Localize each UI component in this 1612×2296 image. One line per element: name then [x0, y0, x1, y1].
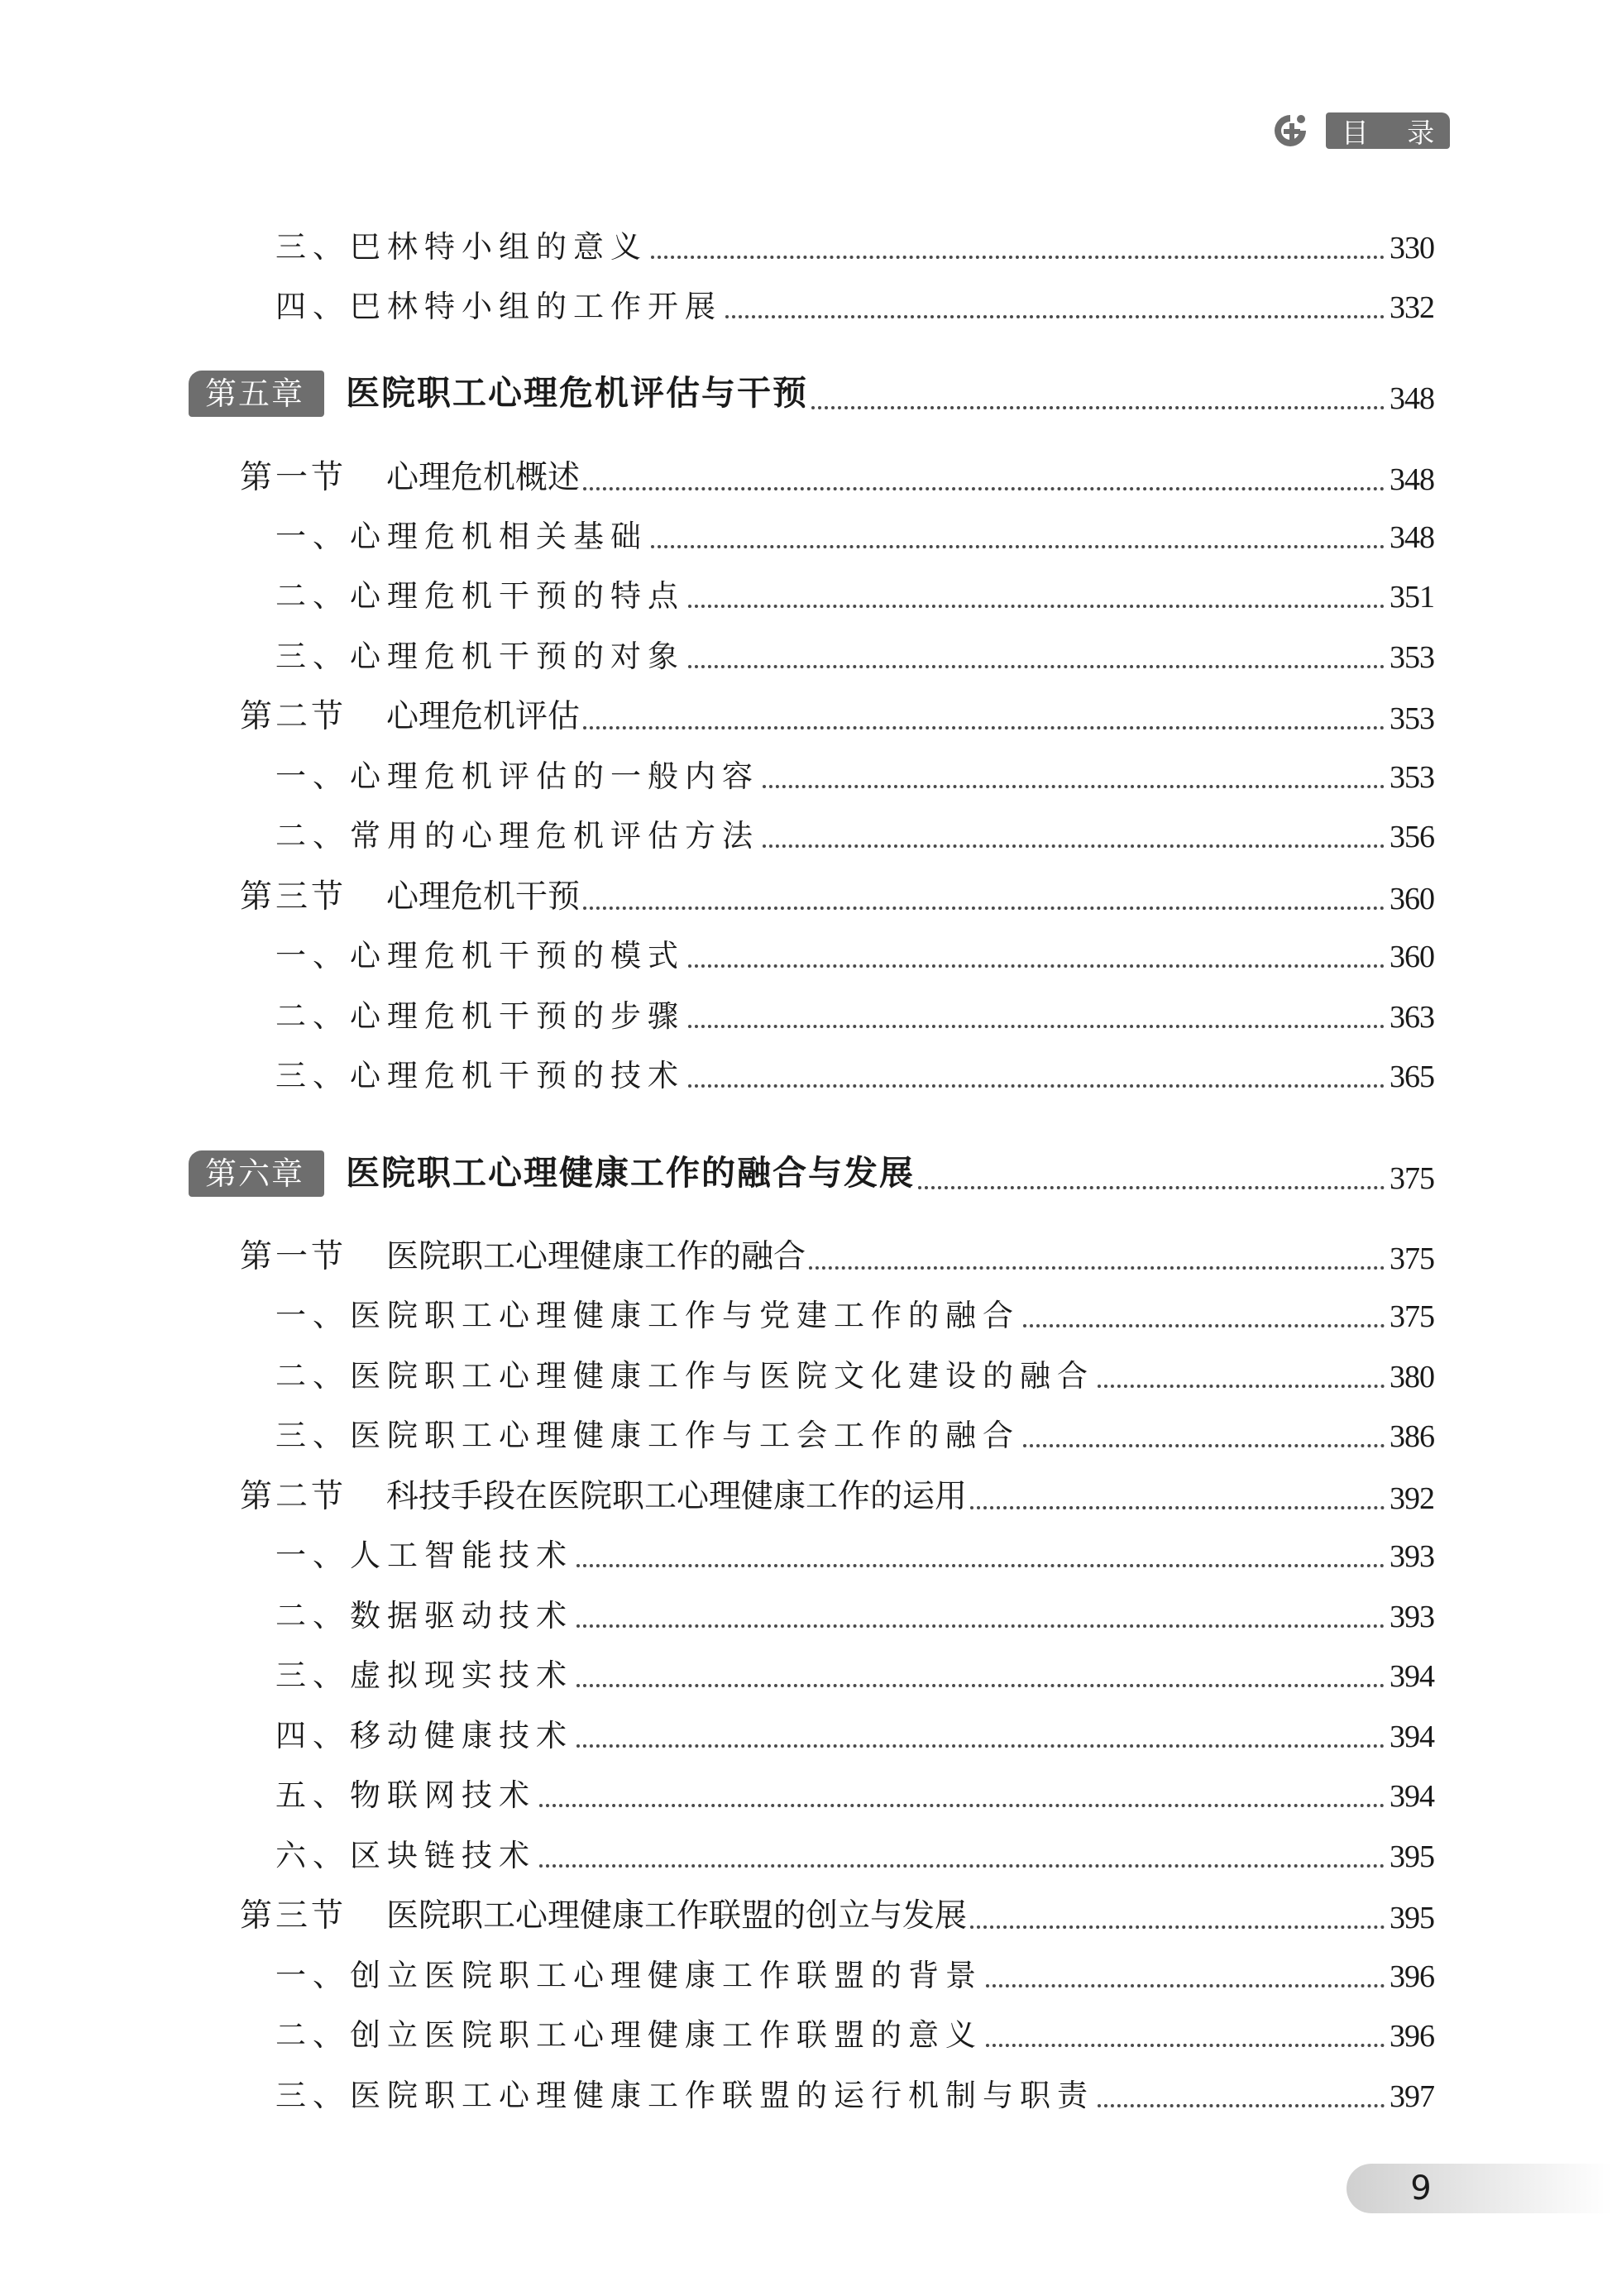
toc-entry-title: 二、数据驱动技术 [275, 1598, 573, 1634]
toc-entry-title: 一、心理危机相关基础 [275, 519, 648, 554]
toc-item-row [275, 1351, 1434, 1395]
toc-chapter-row [189, 1146, 1434, 1197]
section-title: 科技手段在医院职工心理健康工作的运用 [386, 1478, 968, 1515]
dot-leader [576, 1564, 1385, 1567]
toc-item-row [275, 571, 1434, 615]
dot-leader [688, 964, 1385, 968]
section-number: 第二节 [240, 698, 347, 735]
toc-page-number: 393 [1390, 1539, 1434, 1574]
toc-item-row [275, 1710, 1434, 1755]
dot-leader [576, 1744, 1385, 1748]
toc-item-row [275, 1290, 1434, 1335]
dot-leader [583, 487, 1385, 490]
toc-item-row [275, 2010, 1434, 2054]
chapter-number-badge: 第六章 [189, 1150, 324, 1197]
toc-page-number: 363 [1390, 1000, 1434, 1035]
toc-entry-title [240, 1231, 806, 1277]
toc-entry-title [189, 366, 808, 417]
toc-page-number: 365 [1390, 1060, 1434, 1094]
toc-section-row [240, 1231, 1434, 1277]
dot-leader [1023, 1324, 1385, 1327]
toc-item-row [275, 631, 1434, 676]
toc-item-row [275, 811, 1434, 855]
toc-page-number: 353 [1390, 640, 1434, 675]
toc-section-row [240, 871, 1434, 917]
dot-leader [576, 1684, 1385, 1687]
toc-item-row [275, 1410, 1434, 1455]
toc-page-number: 360 [1390, 940, 1434, 974]
medical-cross-icon [1271, 112, 1309, 150]
chapter-title: 医院职工心理危机评估与干预 [346, 373, 809, 413]
toc-page-number: 330 [1390, 231, 1434, 265]
toc-entry-title: 一、医院职工心理健康工作与党建工作的融合 [275, 1298, 1020, 1333]
page-number: 9 [1410, 2169, 1432, 2208]
toc-item-row [275, 1770, 1434, 1815]
dot-leader [986, 2044, 1385, 2047]
toc-item-row [275, 511, 1434, 556]
toc-page-number: 394 [1390, 1720, 1434, 1754]
toc-chapter-row [189, 366, 1434, 417]
toc-page-number: 394 [1390, 1659, 1434, 1694]
section-title: 医院职工心理健康工作联盟的创立与发展 [386, 1897, 968, 1935]
dot-leader [651, 256, 1385, 259]
toc-item-row [275, 991, 1434, 1036]
section-title: 心理危机干预 [386, 878, 581, 916]
toc-item-row [275, 751, 1434, 796]
dot-leader [986, 1984, 1385, 1987]
toc-page-number: 332 [1390, 290, 1434, 325]
toc-entry-title: 三、巴林特小组的意义 [275, 229, 648, 265]
toc-entry-title: 一、心理危机干预的模式 [275, 938, 685, 973]
toc-entry-title: 二、心理危机干预的特点 [275, 578, 685, 614]
dot-leader [583, 726, 1385, 729]
dot-leader [539, 1864, 1385, 1868]
toc-entry-title [240, 691, 580, 737]
toc-page-number: 353 [1390, 701, 1434, 736]
toc-page-number: 348 [1390, 520, 1434, 555]
dot-leader [583, 906, 1385, 910]
dot-leader [763, 785, 1385, 788]
section-title: 医院职工心理健康工作的融合 [386, 1238, 806, 1275]
dot-leader [725, 315, 1385, 318]
toc-section-row [240, 1890, 1434, 1936]
toc-section-row [240, 691, 1434, 737]
toc-entry-title: 一、人工智能技术 [275, 1538, 573, 1573]
toc-item-row [275, 1650, 1434, 1695]
toc-page-number: 393 [1390, 1600, 1434, 1634]
toc-item-row [275, 2070, 1434, 2115]
toc-item-row [275, 1590, 1434, 1635]
toc-item-row [275, 1950, 1434, 1995]
toc-page-number: 386 [1390, 1419, 1434, 1454]
chapter-title: 医院职工心理健康工作的融合与发展 [346, 1153, 916, 1193]
toc-entry-title: 三、心理危机干预的技术 [275, 1058, 685, 1093]
toc-page-number: 353 [1390, 760, 1434, 795]
dot-leader [651, 545, 1385, 548]
dot-leader [688, 1084, 1385, 1088]
toc-entry-title: 四、移动健康技术 [275, 1718, 573, 1753]
toc-item-row [275, 222, 1434, 266]
dot-leader [918, 1186, 1385, 1189]
toc-entry-title: 三、虚拟现实技术 [275, 1657, 573, 1693]
toc-entry-title: 六、区块链技术 [275, 1838, 536, 1873]
toc-page-number: 395 [1390, 1901, 1434, 1935]
toc-page-number: 375 [1390, 1161, 1434, 1196]
toc-page-number: 396 [1390, 2019, 1434, 2054]
toc-entry-title: 一、心理危机评估的一般内容 [275, 758, 759, 794]
toc-page-number: 397 [1390, 2079, 1434, 2114]
dot-leader [809, 1266, 1385, 1270]
toc-page-number: 348 [1390, 462, 1434, 497]
dot-leader [539, 1804, 1385, 1807]
section-title: 心理危机概述 [386, 459, 581, 496]
dot-leader [811, 406, 1385, 409]
toc-page-number: 375 [1390, 1241, 1434, 1276]
section-number: 第二节 [240, 1478, 347, 1515]
section-number: 第一节 [240, 459, 347, 496]
section-title: 心理危机评估 [386, 698, 581, 735]
toc-entry-title [240, 1890, 967, 1936]
chapter-number-badge: 第五章 [189, 371, 324, 417]
dot-leader [576, 1624, 1385, 1628]
dot-leader [763, 844, 1385, 848]
toc-item-row [275, 930, 1434, 975]
toc-entry-title: 五、物联网技术 [275, 1777, 536, 1813]
toc-entry-title: 二、心理危机干预的步骤 [275, 998, 685, 1034]
toc-section-row [240, 452, 1434, 498]
toc-entry-title: 三、医院职工心理健康工作联盟的运行机制与职责 [275, 2078, 1094, 2113]
toc-entry-title: 二、医院职工心理健康工作与医院文化建设的融合 [275, 1358, 1094, 1394]
running-header [1271, 111, 1450, 151]
toc-section-row [240, 1471, 1434, 1517]
toc-entry-title: 一、创立医院职工心理健康工作联盟的背景 [275, 1958, 983, 1993]
toc-entry-title: 三、医院职工心理健康工作与工会工作的融合 [275, 1418, 1020, 1453]
toc-page-number: 392 [1390, 1481, 1434, 1516]
toc-page-number: 360 [1390, 882, 1434, 916]
dot-leader [970, 1506, 1385, 1509]
toc-page-number: 396 [1390, 1959, 1434, 1994]
toc-page-number: 375 [1390, 1299, 1434, 1334]
toc-entry-title [240, 871, 580, 917]
toc-header-badge: 目 录 [1326, 112, 1450, 149]
dot-leader [688, 665, 1385, 668]
toc-item-row [275, 1530, 1434, 1575]
toc-entry-title: 二、创立医院职工心理健康工作联盟的意义 [275, 2017, 983, 2053]
toc-entry-title: 四、巴林特小组的工作开展 [275, 289, 722, 324]
toc-page-number: 348 [1390, 381, 1434, 416]
section-number: 第一节 [240, 1238, 347, 1275]
dot-leader [1098, 1385, 1385, 1388]
toc-page-number: 394 [1390, 1779, 1434, 1814]
toc-page-number: 395 [1390, 1839, 1434, 1874]
toc-page-number: 351 [1390, 580, 1434, 615]
dot-leader [1098, 2104, 1385, 2107]
dot-leader [1023, 1444, 1385, 1447]
dot-leader [688, 605, 1385, 608]
toc-entry-title: 三、心理危机干预的对象 [275, 639, 685, 674]
dot-leader [970, 1925, 1385, 1929]
toc-entry-title [189, 1146, 915, 1197]
section-number: 第三节 [240, 1897, 347, 1935]
toc-page-number: 356 [1390, 820, 1434, 854]
toc-item-row [275, 1830, 1434, 1875]
dot-leader [688, 1025, 1385, 1028]
section-number: 第三节 [240, 878, 347, 916]
toc-item-row [275, 281, 1434, 326]
toc-entry-title [240, 452, 580, 498]
toc-page-number: 380 [1390, 1360, 1434, 1394]
toc-entry-title [240, 1471, 967, 1517]
toc-entry-title: 二、常用的心理危机评估方法 [275, 818, 759, 854]
toc-item-row [275, 1050, 1434, 1095]
